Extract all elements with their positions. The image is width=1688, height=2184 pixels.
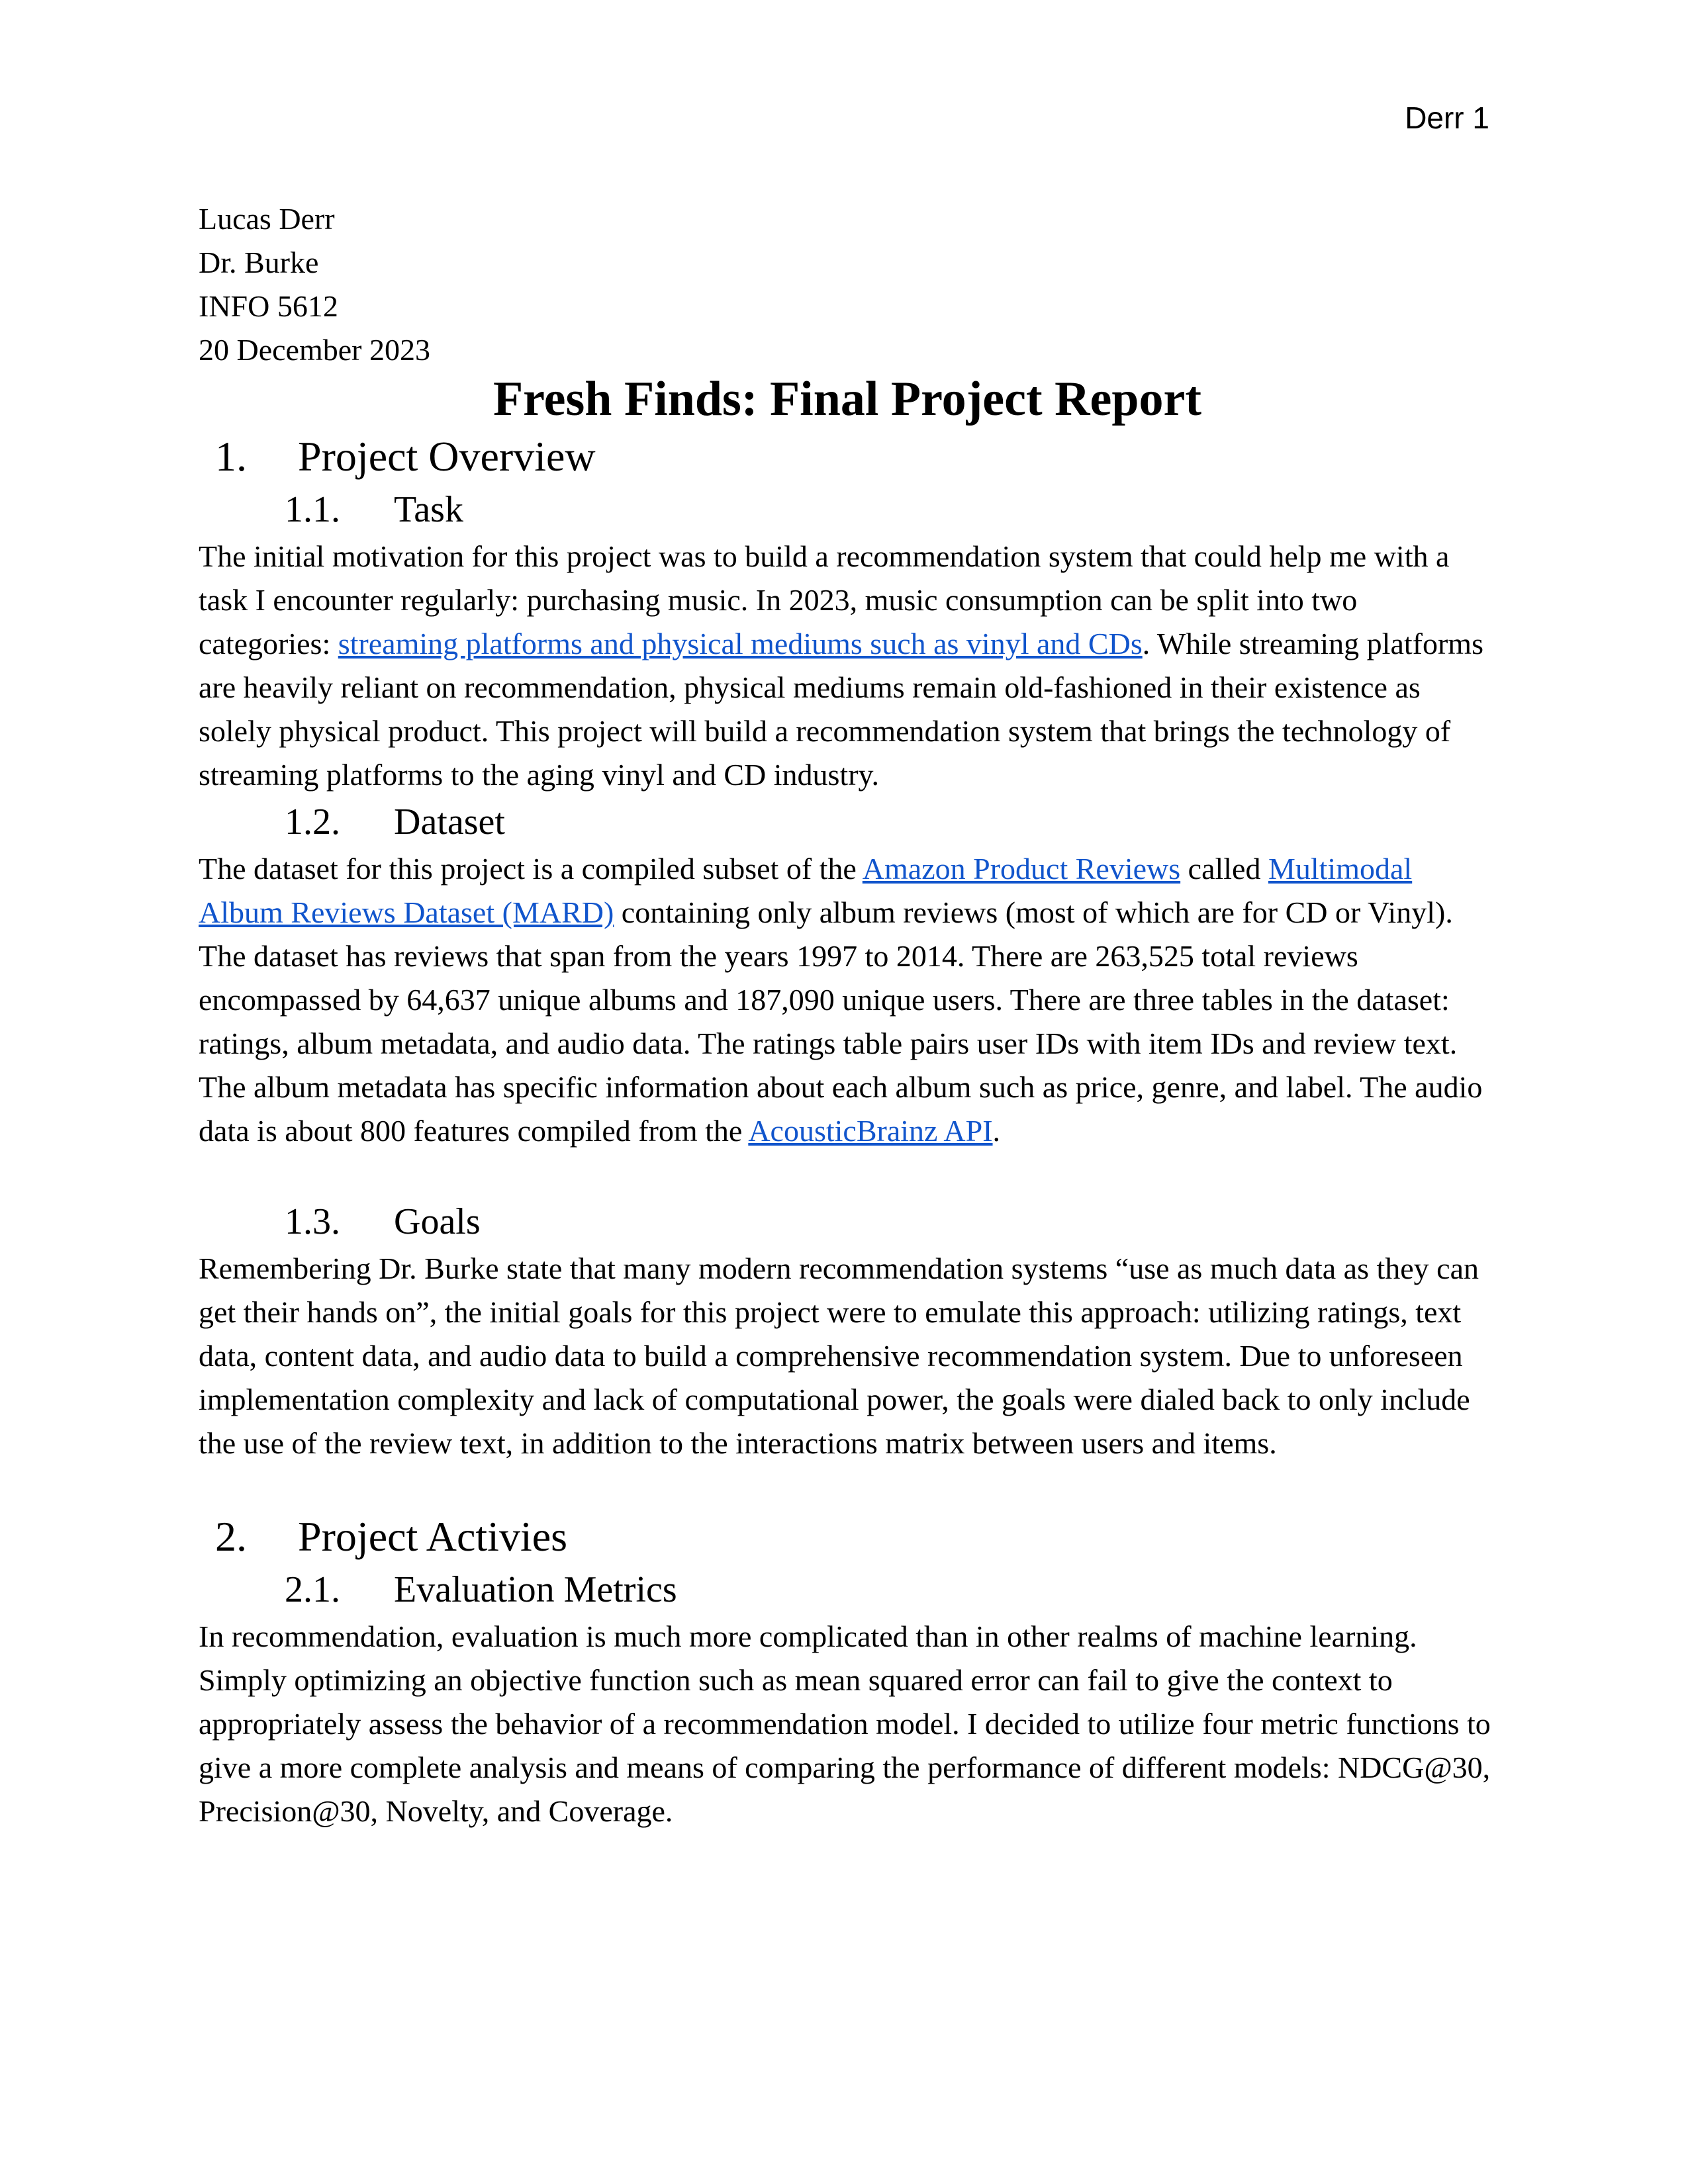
- subsection-heading-goals: [199, 1197, 1496, 1247]
- document-title: Fresh Finds: Final Project Report: [492, 372, 1202, 426]
- section-number: 1.: [215, 433, 247, 480]
- text-run: called: [1180, 852, 1268, 886]
- text-run: The initial motivation for this project was to build a recommendation system that could help me with a task I encounter regularly: purchasing music. In 2023, music consumption can be split into two categories:: [199, 539, 1450, 660]
- subsection-heading-evaluation-metrics: [199, 1565, 1496, 1615]
- subsection-title: Goals: [394, 1201, 481, 1242]
- section-title: Project Activies: [298, 1513, 568, 1560]
- mard-dataset-link[interactable]: Multimodal Album Reviews Dataset (MARD): [199, 852, 1413, 929]
- text-run: .: [992, 1114, 1001, 1148]
- subsection-number: 1.2.: [285, 801, 340, 842]
- section-heading-project-activies: [199, 1509, 1496, 1565]
- page-header: Derr 1: [1405, 101, 1489, 135]
- subsection-title: Evaluation Metrics: [394, 1569, 677, 1610]
- subsection-number: 2.1.: [285, 1569, 340, 1610]
- task-paragraph: [199, 535, 1496, 797]
- spacer: [199, 1153, 1496, 1197]
- subsection-heading-dataset: [199, 797, 1496, 847]
- document-body: [199, 197, 1496, 1833]
- subsection-number: 1.1.: [285, 489, 340, 530]
- subsection-title: Task: [394, 489, 463, 530]
- streaming-vs-physical-link[interactable]: streaming platforms and physical mediums such as vinyl and CDs: [338, 627, 1143, 660]
- text-run: . While streaming platforms are heavily reliant on recommendation, physical mediums remain old-fashioned in their existence as solely physical product. This project will build a recommendation system that brings the technology of streaming platforms to the aging vinyl and CD industry.: [199, 627, 1483, 792]
- spacer: [199, 1465, 1496, 1509]
- text-run: The dataset for this project is a compiled subset of the: [199, 852, 863, 886]
- subsection-heading-task: [199, 484, 1496, 535]
- subsection-title: Dataset: [394, 801, 505, 842]
- section-heading-project-overview: [199, 429, 1496, 484]
- author-name: Lucas Derr: [199, 202, 335, 236]
- instructor-name: Dr. Burke: [199, 246, 319, 279]
- evaluation-metrics-paragraph: In recommendation, evaluation is much more complicated than in other realms of machine learning. Simply optimizing an objective function such as mean squared error can fail to give the context to appropriately assess the behavior of a recommendation model. I decided to utilize four metric functions to give a more complete analysis and means of comparing the performance of different models: NDCG@30, Precision@30, Novelty, and Coverage.: [199, 1619, 1491, 1828]
- subsection-number: 1.3.: [285, 1201, 340, 1242]
- report-date: 20 December 2023: [199, 333, 430, 367]
- section-number: 2.: [215, 1513, 247, 1560]
- amazon-product-reviews-link[interactable]: Amazon Product Reviews: [862, 852, 1181, 886]
- section-title: Project Overview: [298, 433, 596, 480]
- goals-paragraph: Remembering Dr. Burke state that many modern recommendation systems “use as much data as they can get their hands on”, the initial goals for this project were to emulate this approach: utilizing ratings, text data, content data, and audio data to build a comprehensive recommendation system. Due to unforeseen implementation complexity and lack of computational power, the goals were dialed back to only include the use of the review text, in addition to the interactions matrix between users and items.: [199, 1251, 1479, 1460]
- course-code: INFO 5612: [199, 289, 338, 323]
- text-run: containing only album reviews (most of which are for CD or Vinyl). The dataset has reviews that span from the years 1997 to 2014. There are 263,525 total reviews encompassed by 64,637 unique albums and 187,090 unique users. There are three tables in the dataset: ratings, album metadata, and audio data. The ratings table pairs user IDs with item IDs and review text. The album metadata has specific information about each album such as price, genre, and label. The audio data is about 800 features compiled from the: [199, 895, 1483, 1148]
- acousticbrainz-api-link[interactable]: AcousticBrainz API: [748, 1114, 993, 1148]
- dataset-paragraph: [199, 847, 1496, 1153]
